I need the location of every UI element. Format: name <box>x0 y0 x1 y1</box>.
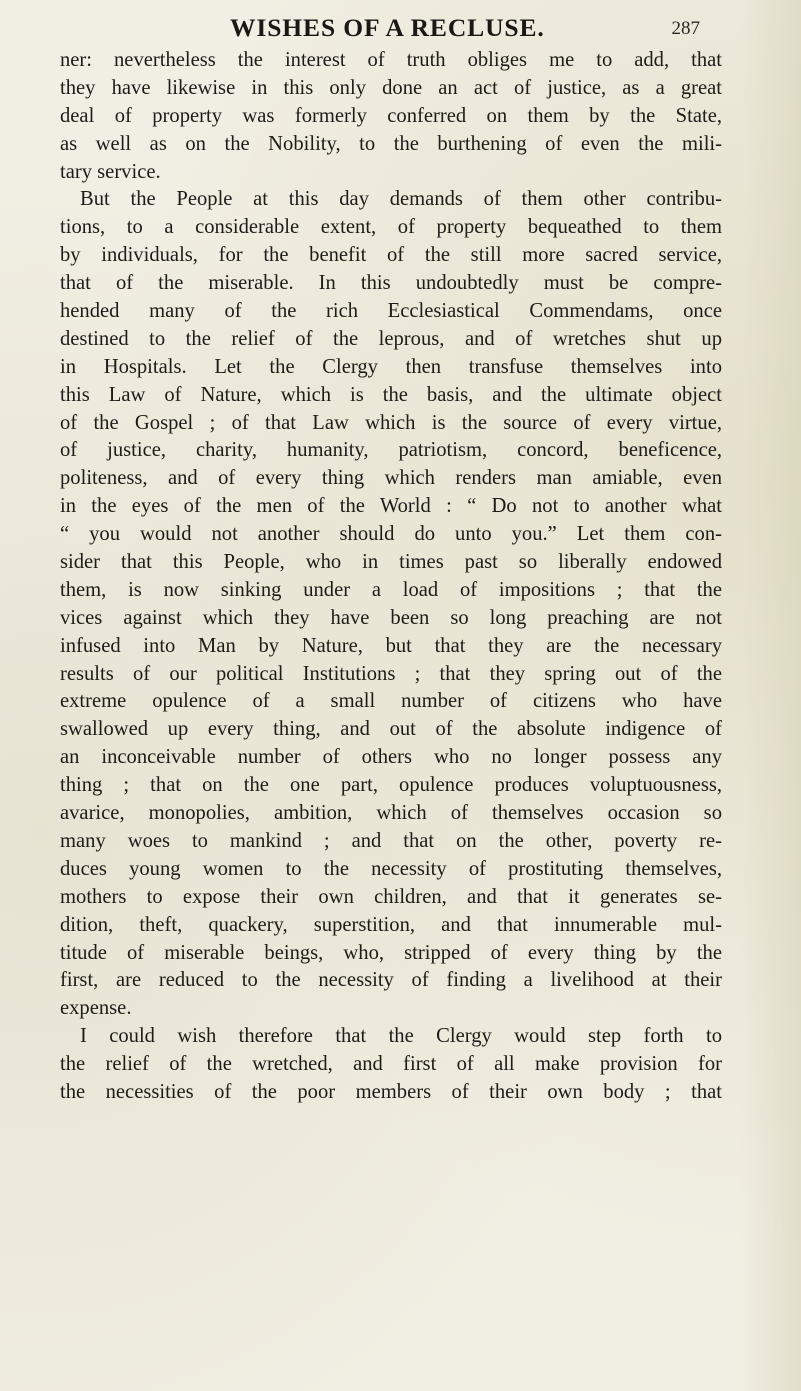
text-line: they have likewise in this only done an act of justice, as a great <box>60 76 722 99</box>
text-line: “ you would not another should do unto you.” Let them con- <box>60 523 722 546</box>
text-line: the necessities of the poor members of their own body ; that <box>60 1080 722 1103</box>
text-line: of the Gospel ; of that Law which is the source of every virtue, <box>60 411 722 434</box>
paragraph-start-line: I could wish therefore that the Clergy would step forth to <box>80 1025 722 1048</box>
text-line: tary service. <box>60 160 161 183</box>
text-line: first, are reduced to the necessity of finding a livelihood at their <box>60 969 722 992</box>
body-text <box>60 47 722 1107</box>
text-line: of justice, charity, humanity, patriotism, concord, beneficence, <box>60 439 722 462</box>
text-line: expense. <box>60 997 132 1020</box>
text-line: swallowed up every thing, and out of the absolute indigence of <box>60 718 722 741</box>
text-line: dition, theft, quackery, superstition, and that innumerable mul- <box>60 913 722 936</box>
text-line: deal of property was formerly conferred on them by the State, <box>60 104 722 127</box>
text-line: avarice, monopolies, ambition, which of themselves occasion so <box>60 802 722 825</box>
text-line: mothers to expose their own children, and that it generates se- <box>60 885 722 908</box>
text-line: extreme opulence of a small number of citizens who have <box>60 690 722 713</box>
text-line: this Law of Nature, which is the basis, and the ultimate object <box>60 383 722 406</box>
text-line: thing ; that on the one part, opulence produces voluptuousness, <box>60 774 722 797</box>
text-line: vices against which they have been so long preaching are not <box>60 606 722 629</box>
text-line: duces young women to the necessity of prostituting themselves, <box>60 857 722 880</box>
text-line: in Hospitals. Let the Clergy then transfuse themselves into <box>60 355 722 378</box>
running-head <box>230 8 700 48</box>
text-line: in the eyes of the men of the World : “ Do not to another what <box>60 495 722 518</box>
text-line: destined to the relief of the leprous, and of wretches shut up <box>60 327 722 350</box>
text-line: titude of miserable beings, who, stripped of every thing by the <box>60 941 722 964</box>
text-line: them, is now sinking under a load of impositions ; that the <box>60 578 722 601</box>
page-edge-shading <box>741 0 801 1391</box>
page-number: 287 <box>671 18 700 39</box>
text-line: politeness, and of every thing which renders man amiable, even <box>60 467 722 490</box>
text-line: that of the miserable. In this undoubtedly must be compre- <box>60 272 722 295</box>
paragraph-start-line: But the People at this day demands of them other contribu- <box>80 188 722 211</box>
text-line: as well as on the Nobility, to the burthening of even the mili- <box>60 132 722 155</box>
text-line: results of our political Institutions ; that they spring out of the <box>60 662 722 685</box>
text-line: the relief of the wretched, and first of all make provision for <box>60 1053 722 1076</box>
text-line: by individuals, for the benefit of the still more sacred service, <box>60 244 722 267</box>
running-head-title: WISHES OF A RECLUSE. <box>230 13 545 42</box>
text-line: infused into Man by Nature, but that they are the necessary <box>60 634 722 657</box>
text-line: ner: nevertheless the interest of truth obliges me to add, that <box>60 49 722 71</box>
text-line: sider that this People, who in times past so liberally endowed <box>60 551 722 574</box>
text-line: many woes to mankind ; and that on the other, poverty re- <box>60 829 722 852</box>
text-line: an inconceivable number of others who no longer possess any <box>60 746 722 769</box>
text-line: tions, to a considerable extent, of property bequeathed to them <box>60 216 722 239</box>
text-line: hended many of the rich Ecclesiastical Commendams, once <box>60 300 722 323</box>
